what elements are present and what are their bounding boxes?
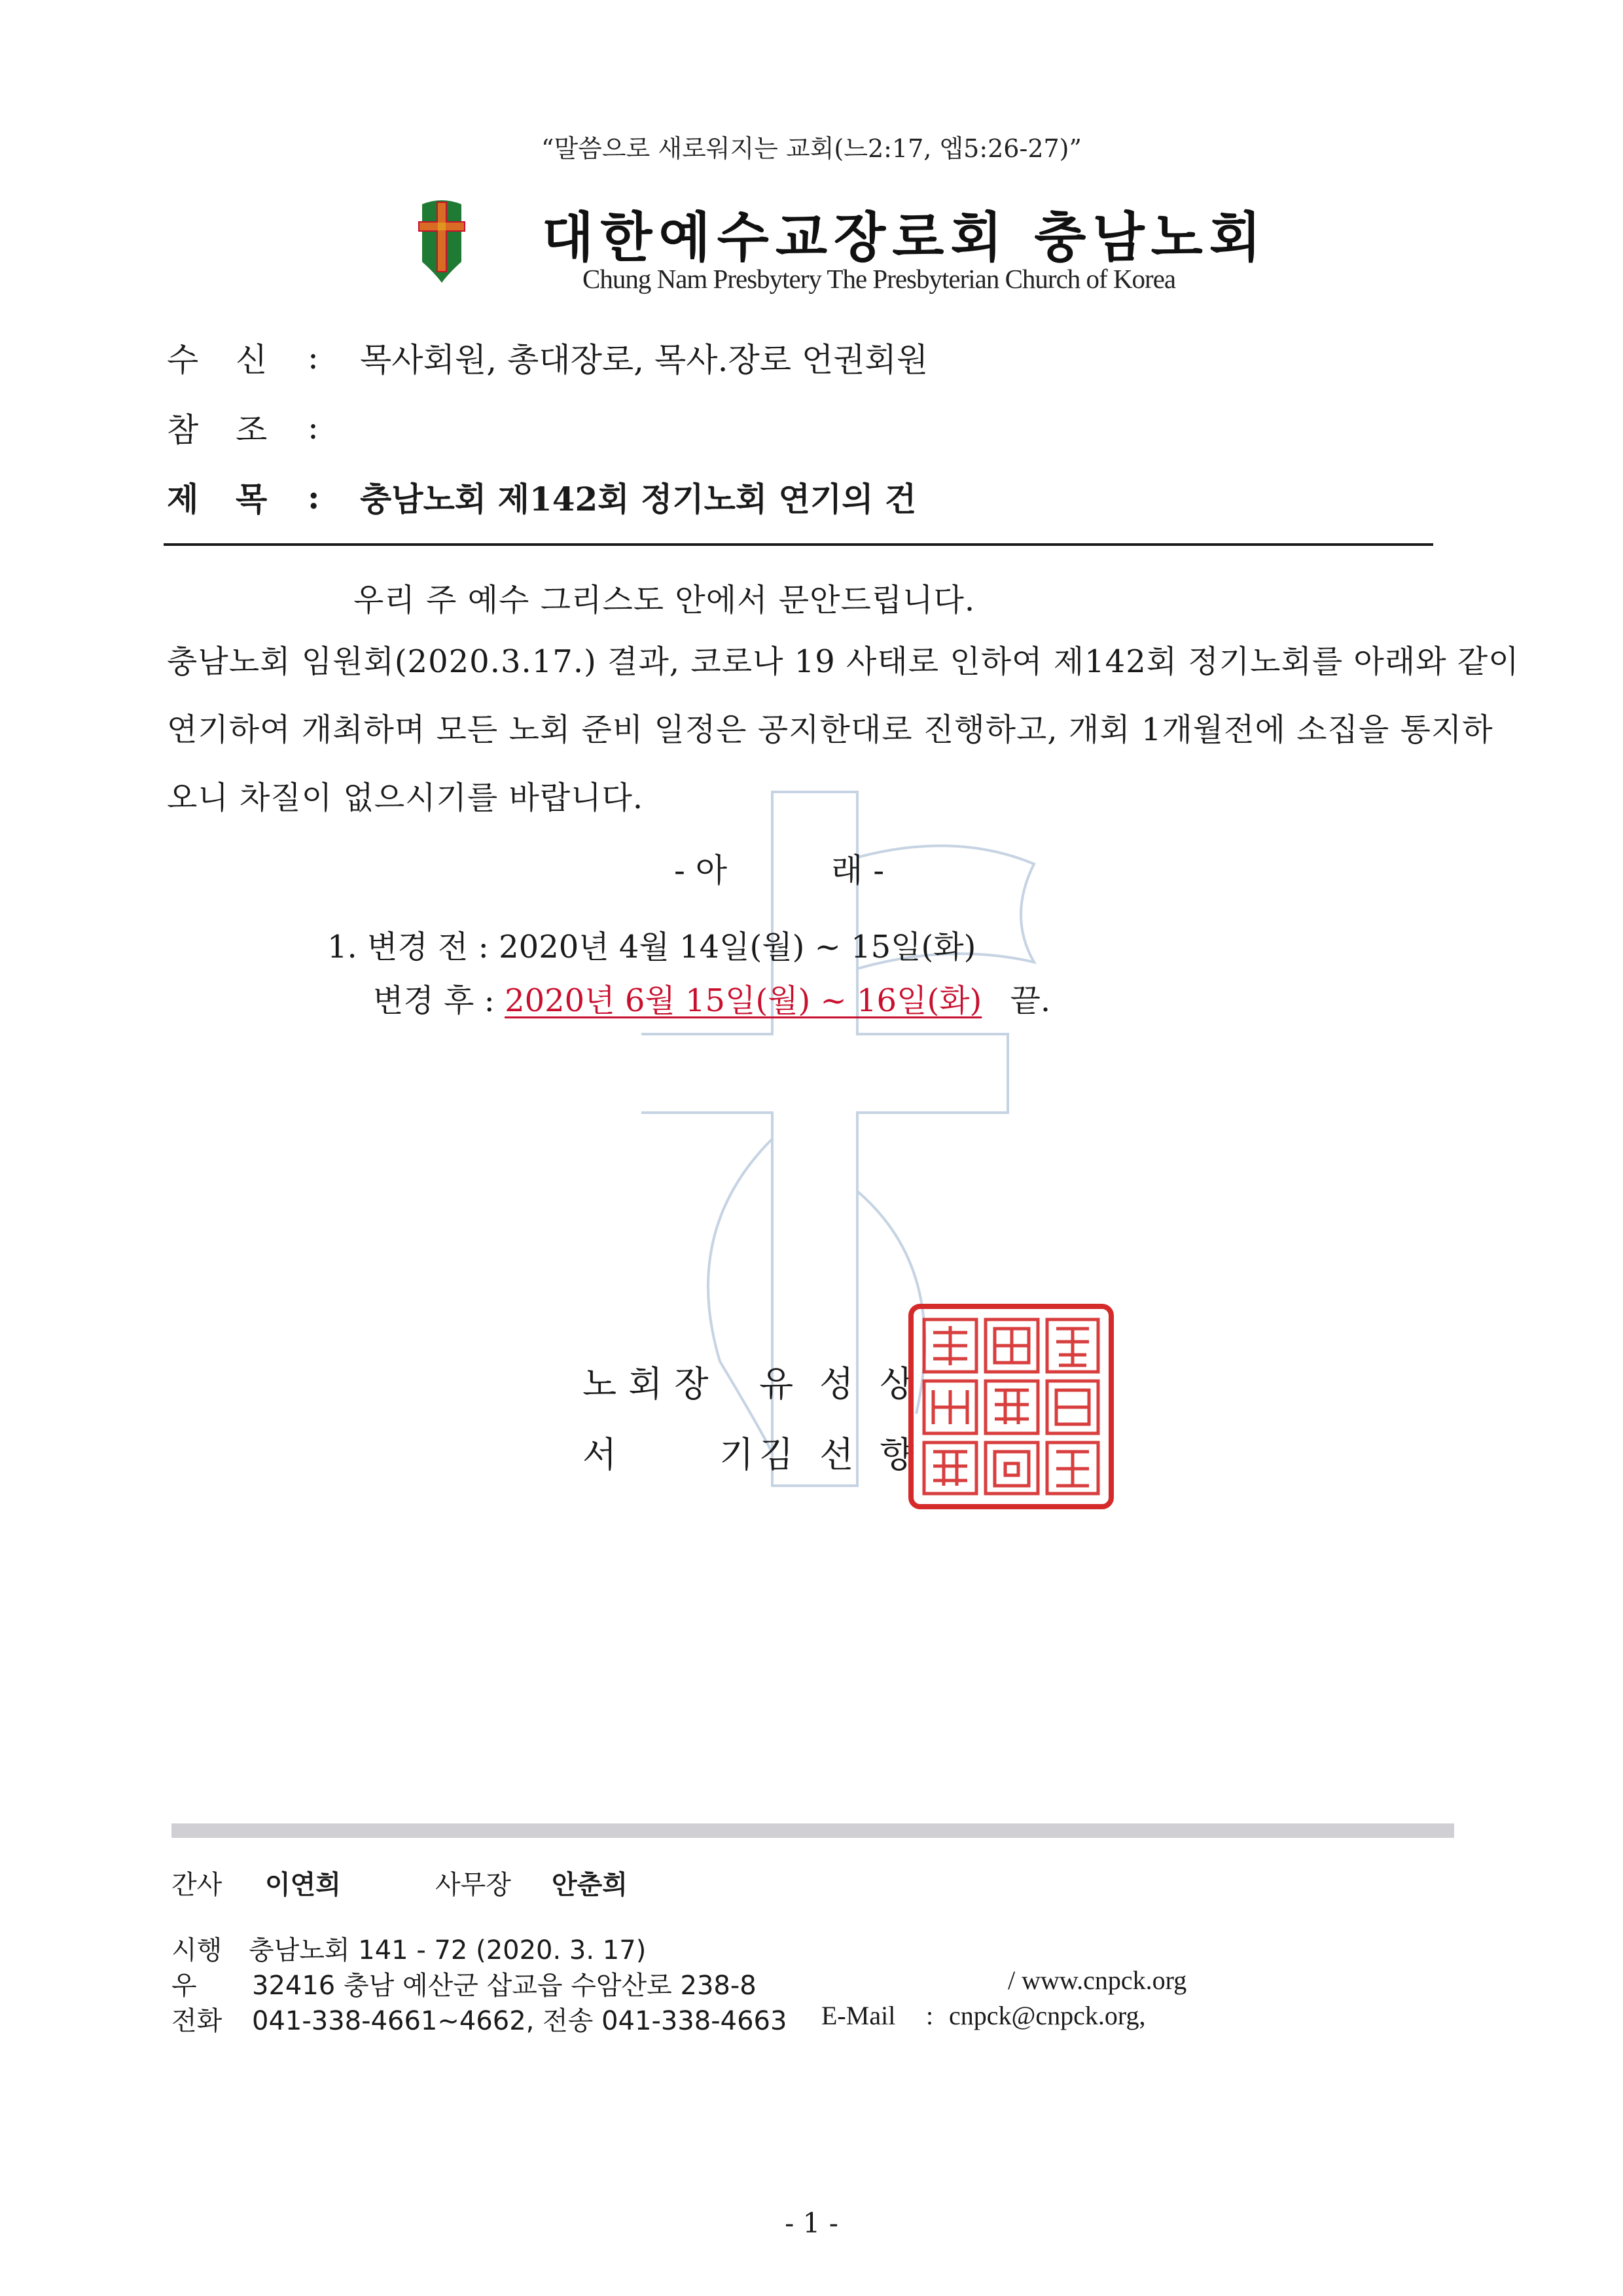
staff2-name: 안춘희	[552, 1870, 628, 1900]
official-seal	[907, 1302, 1115, 1511]
body-line-3: 오니 차질이 없으시기를 바랍니다.	[167, 780, 644, 816]
email-colon: :	[926, 2001, 934, 2030]
clerk-title: 서 기	[582, 1434, 800, 1475]
before-date: 2020년 4월 14일(월) ~ 15일(화)	[499, 929, 976, 965]
header-divider	[164, 543, 1433, 546]
before-label: 1. 변경 전 :	[327, 929, 489, 965]
reference-label-2: 조	[236, 411, 268, 449]
signature-clerk	[582, 1427, 940, 1477]
footer-bar	[171, 1823, 1454, 1838]
staff2-label: 사무장	[435, 1870, 511, 1900]
doc-number-value: 충남노회 141 - 72 (2020. 3. 17)	[249, 1935, 647, 1965]
subject-label-2: 목	[236, 480, 268, 518]
subject-value: 충남노회 제142회 정기노회 연기의 건	[360, 480, 917, 518]
recipient-colon: :	[308, 338, 319, 376]
page-number: - 1 -	[785, 2207, 838, 2239]
notice-heading: - 아 래 -	[674, 852, 885, 889]
staff1-name: 이연희	[265, 1870, 341, 1900]
after-label: 변경 후 :	[373, 982, 495, 1019]
doc-number-label: 시행	[171, 1935, 223, 1965]
subject-label-1: 제	[167, 480, 199, 518]
signature-moderator	[582, 1356, 940, 1407]
email-link[interactable]: cnpck@cnpck.org,	[949, 2001, 1146, 2030]
greeting: 우리 주 예수 그리스도 안에서 문안드립니다.	[353, 582, 976, 619]
after-date: 2020년 6월 15일(월) ~ 16일(화)	[505, 982, 982, 1019]
recipient-label-1: 수	[167, 341, 199, 379]
end-mark: 끝.	[1010, 982, 1051, 1019]
organization-name-korean: 대한예수교장로회 충남노회	[542, 206, 1268, 269]
moderator-name: 유성상	[759, 1363, 940, 1405]
body-line-2: 연기하여 개최하며 모든 노회 준비 일정은 공지한대로 진행하고, 개회 1개월전에 소집을 통지하	[167, 711, 1493, 748]
email-label: E-Mail	[821, 2001, 896, 2030]
moderator-title: 노회장	[582, 1363, 721, 1405]
address-value: 32416 충남 예산군 삽교읍 수암산로 238-8	[252, 1971, 757, 2001]
phone-label: 전화	[171, 2006, 223, 2036]
subject-row	[167, 473, 916, 520]
organization-name-english: Chung Nam Presbytery The Presbyterian Church of Korea	[582, 264, 1176, 294]
church-cross-logo	[409, 196, 474, 283]
reference-row	[167, 404, 360, 451]
address-label: 우	[171, 1971, 197, 2001]
reference-colon: :	[308, 408, 319, 446]
website-link[interactable]: / www.cnpck.org	[1008, 1965, 1187, 1995]
subject-colon: :	[308, 477, 320, 516]
body-line-1: 충남노회 임원회(2020.3.17.) 결과, 코로나 19 사태로 인하여 제142회 정기노회를 아래와 같이	[167, 643, 1520, 680]
recipient-value: 목사회원, 총대장로, 목사.장로 언권회원	[360, 341, 929, 379]
clerk-name: 김선향	[759, 1434, 940, 1475]
staff1-label: 간사	[171, 1870, 223, 1900]
schedule-after	[373, 975, 1050, 1020]
schedule-before	[327, 922, 976, 967]
recipient-label-2: 신	[236, 341, 268, 379]
reference-label-1: 참	[167, 411, 199, 449]
phone-value: 041-338-4661~4662, 전송 041-338-4663	[252, 2006, 787, 2036]
recipient-row	[167, 334, 928, 381]
motto: “말씀으로 새로워지는 교회(느2:17, 엡5:26-27)”	[541, 134, 1082, 163]
